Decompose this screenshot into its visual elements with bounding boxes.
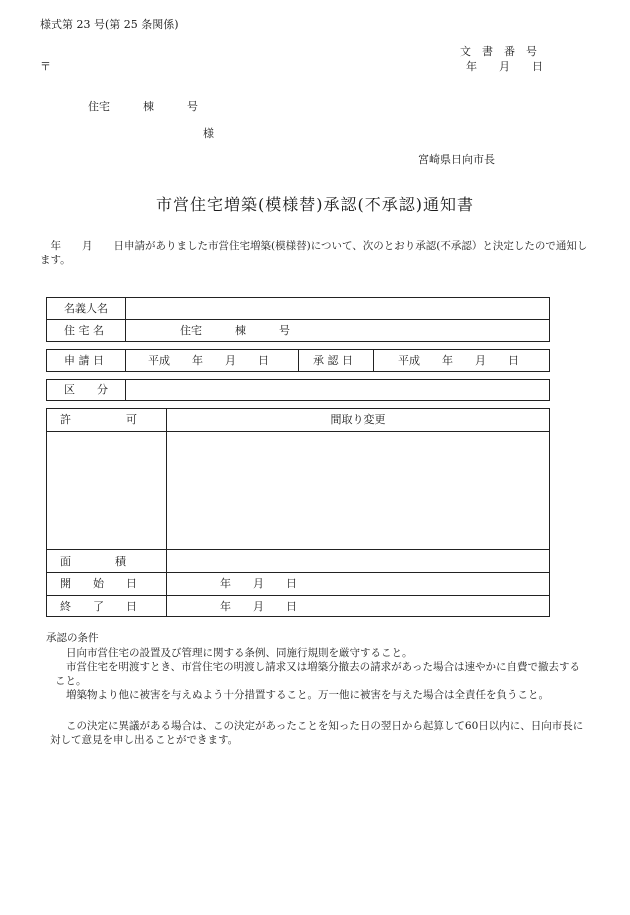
appeal-note: この決定に異議がある場合は、この決定があったことを知った日の翌日から起算して60日以内に、日向市長に対して意見を申し出ることができます。 bbox=[50, 720, 584, 746]
category-table bbox=[46, 379, 550, 401]
divider bbox=[125, 349, 126, 372]
owner-name-label: 名義人名 bbox=[64, 302, 108, 315]
condition-item: 増築物より他に被害を与えぬよう十分措置すること。万一他に被害を与えた場合は全責任を負うこと。 bbox=[66, 689, 549, 701]
house-name-label: 住 宅 名 bbox=[64, 324, 104, 337]
permit-label: 許 可 bbox=[60, 413, 137, 426]
end-date-label: 終 了 日 bbox=[60, 600, 137, 613]
start-date-value: 年 月 日 bbox=[220, 577, 297, 590]
divider bbox=[298, 349, 299, 372]
house-name-value: 住宅 棟 号 bbox=[180, 324, 290, 337]
divider bbox=[373, 349, 374, 372]
application-date-value: 平成 年 月 日 bbox=[148, 354, 269, 367]
category-label: 区 分 bbox=[64, 383, 108, 396]
document-title: 市営住宅増築(模様替)承認(不承認)通知書 bbox=[156, 195, 474, 214]
divider bbox=[46, 595, 550, 596]
approval-date-label: 承 認 日 bbox=[313, 354, 353, 367]
conditions-heading: 承認の条件 bbox=[46, 632, 99, 644]
divider bbox=[46, 549, 550, 550]
form-number: 様式第 23 号(第 25 条関係) bbox=[40, 18, 179, 31]
divider bbox=[46, 572, 550, 573]
document-number-label: 文 書 番 号 bbox=[460, 45, 537, 58]
start-date-label: 開 始 日 bbox=[60, 577, 137, 590]
end-date-value: 年 月 日 bbox=[220, 600, 297, 613]
intro-text: 年 月 日申請がありました市営住宅増築(模様替)について、次のとおり承認(不承認）と決定したので通知します。 bbox=[40, 240, 588, 266]
area-label: 面 積 bbox=[60, 555, 126, 568]
divider bbox=[46, 319, 550, 320]
approval-date-value: 平成 年 月 日 bbox=[398, 354, 519, 367]
divider bbox=[46, 431, 550, 432]
condition-item: 市営住宅を明渡すとき、市営住宅の明渡し請求又は増築分撤去の請求があった場合は速やかに自費で撤去すること。 bbox=[55, 661, 580, 687]
issuer-name: 宮崎県日向市長 bbox=[418, 153, 495, 166]
application-date-label: 申 請 日 bbox=[64, 354, 104, 367]
layout-change-label: 間取り変更 bbox=[330, 413, 386, 426]
divider bbox=[125, 379, 126, 401]
condition-item: 日向市営住宅の設置及び管理に関する条例、同施行規則を厳守すること。 bbox=[66, 647, 413, 659]
divider bbox=[125, 297, 126, 342]
recipient-address: 住宅 棟 号 bbox=[88, 100, 198, 113]
date-label: 年 月 日 bbox=[466, 60, 543, 73]
divider bbox=[166, 408, 167, 617]
postal-mark: 〒 bbox=[40, 60, 51, 73]
addressee-suffix: 様 bbox=[203, 127, 214, 140]
